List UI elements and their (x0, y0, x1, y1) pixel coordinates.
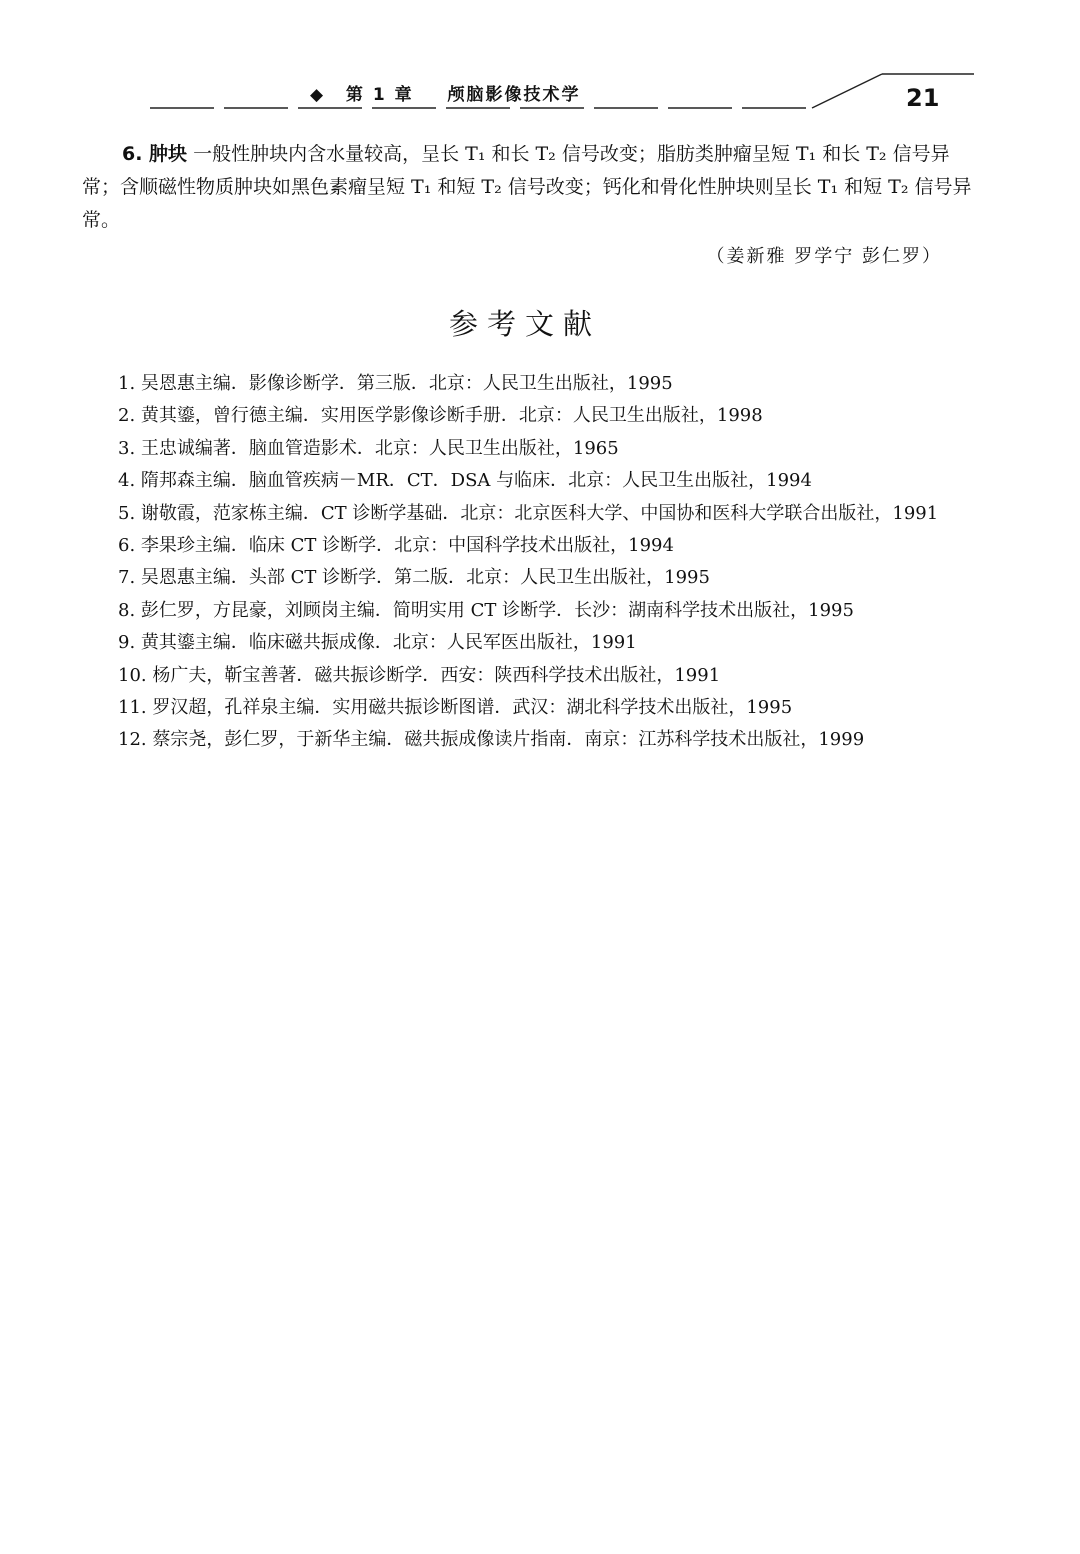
chapter-number: 第 1 章 (345, 85, 414, 105)
reference-item: 5. 谢敬霞，范家栋主编．CT 诊断学基础．北京：北京医科大学、中国协和医科大学联合出版社，1991 (118, 502, 939, 524)
reference-item: 7. 吴恩惠主编．头部 CT 诊断学．第二版．北京：人民卫生出版社，1995 (118, 567, 710, 589)
paragraph-text: 一般性肿块内含水量较高，呈长 T₁ 和长 T₂ 信号改变；脂肪类肿瘤呈短 T₁ 和长 T₂ 信号异常；含顺磁性物质肿块如黑色素瘤呈短 T₁ 和短 T₂ 信号改变；钙化和骨化性肿块则呈长 T₁ 和短 T₂ 信号异常。 (82, 143, 972, 231)
reference-item: 8. 彭仁罗，方昆豪，刘顾岗主编．简明实用 CT 诊断学．长沙：湖南科学技术出版社，1995 (118, 599, 854, 621)
header-slant-rule (812, 74, 882, 108)
reference-list (118, 368, 978, 757)
page-number: 21 (906, 84, 940, 112)
page-header (0, 0, 1080, 130)
reference-item: 9. 黄其鎏主编．临床磁共振成像．北京：人民军医出版社，1991 (118, 632, 637, 654)
body-paragraph (82, 138, 974, 237)
reference-item: 2. 黄其鎏，曾行德主编．实用医学影像诊断手册．北京：人民卫生出版社，1998 (118, 405, 763, 427)
chapter-title: 颅脑影像技术学 (447, 85, 581, 105)
reference-item: 6. 李果珍主编．临床 CT 诊断学．北京：中国科学技术出版社，1994 (118, 535, 674, 557)
section-term: 6. 肿块 (122, 143, 188, 165)
running-head (310, 80, 581, 105)
reference-item: 10. 杨广夫，靳宝善著．磁共振诊断学．西安：陕西科学技术出版社，1991 (118, 664, 721, 686)
references-heading: 参考文献 (448, 307, 601, 341)
reference-item: 1. 吴恩惠主编．影像诊断学．第三版．北京：人民卫生出版社，1995 (118, 373, 673, 394)
reference-item: 3. 王忠诚编著．脑血管造影术．北京：人民卫生出版社，1965 (118, 437, 619, 459)
tumor-paragraph (82, 138, 974, 237)
author-credit: （姜新雅 罗学宁 彭仁罗） (706, 246, 942, 267)
reference-item: 12. 蔡宗尧，彭仁罗，于新华主编．磁共振成像读片指南．南京：江苏科学技术出版社，1999 (118, 729, 865, 751)
reference-item: 4. 隋邦森主编．脑血管疾病－MR．CT．DSA 与临床．北京：人民卫生出版社，1994 (118, 470, 812, 492)
diamond-icon: ◆ (310, 85, 326, 105)
reference-item: 11. 罗汉超，孔祥泉主编．实用磁共振诊断图谱．武汉：湖北科学技术出版社，1995 (118, 697, 793, 719)
